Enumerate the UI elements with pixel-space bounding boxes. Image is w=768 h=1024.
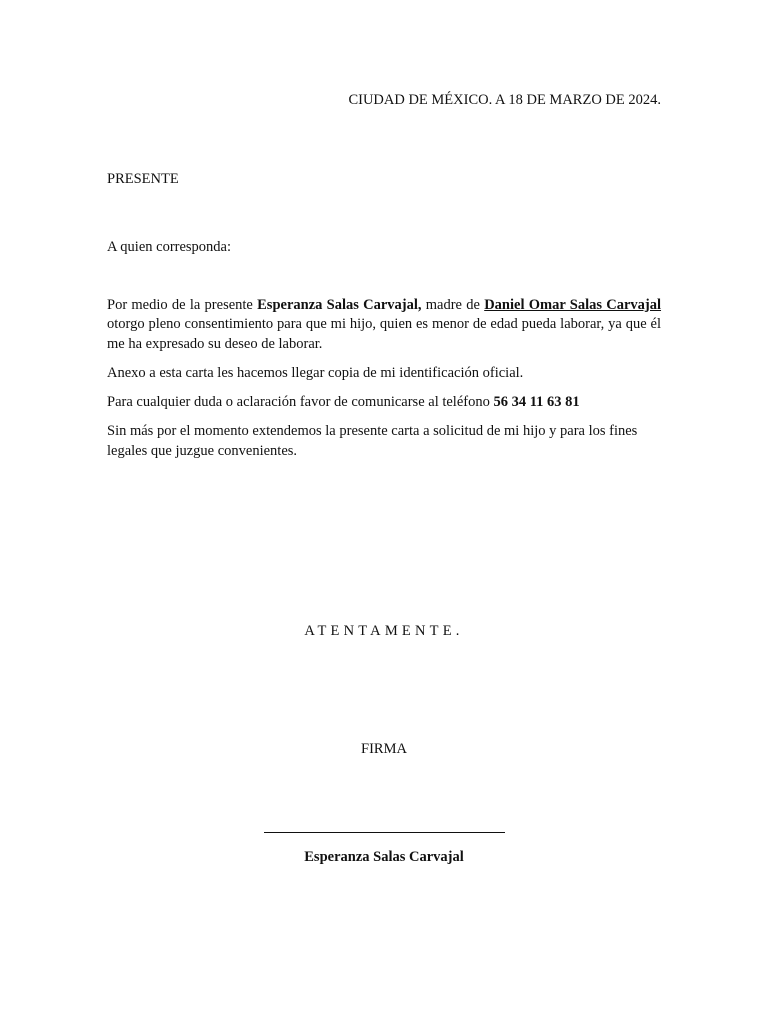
letter-closing: ATENTAMENTE.: [304, 623, 464, 639]
phone-number: 56 34 11 63 81: [493, 394, 580, 411]
signature-label: FIRMA: [361, 741, 407, 757]
annex-paragraph: Anexo a esta carta les hacemos llegar copia de mi identificación oficial.: [107, 364, 524, 381]
mother-name: Esperanza Salas Carvajal,: [257, 297, 422, 313]
signature-line: [264, 832, 505, 833]
consent-rest-text: otorgo pleno consentimiento para que mi hijo, quien es menor de edad pueda laborar, ya que él me ha expresado su deseo de laborar.: [107, 316, 661, 352]
contact-text: Para cualquier duda o aclaración favor de comunicarse al teléfono: [107, 394, 494, 411]
child-name: Daniel Omar Salas Carvajal: [484, 297, 662, 313]
contact-paragraph: [107, 393, 661, 412]
letter-addressee: PRESENTE: [107, 171, 179, 187]
consent-intro-text: Por medio de la presente: [107, 297, 258, 313]
consent-paragraph: [107, 296, 661, 354]
signer-name: Esperanza Salas Carvajal: [304, 849, 464, 865]
letter-date: CIUDAD DE MÉXICO. A 18 DE MARZO DE 2024.: [348, 92, 661, 108]
consent-middle-text: madre de: [421, 297, 485, 313]
letter-greeting: A quien corresponda:: [107, 239, 232, 255]
letter-body: [107, 296, 661, 471]
closing-paragraph: Sin más por el momento extendemos la presente carta a solicitud de mi hijo y para los fines legales que juzgue convenientes.: [107, 423, 638, 459]
